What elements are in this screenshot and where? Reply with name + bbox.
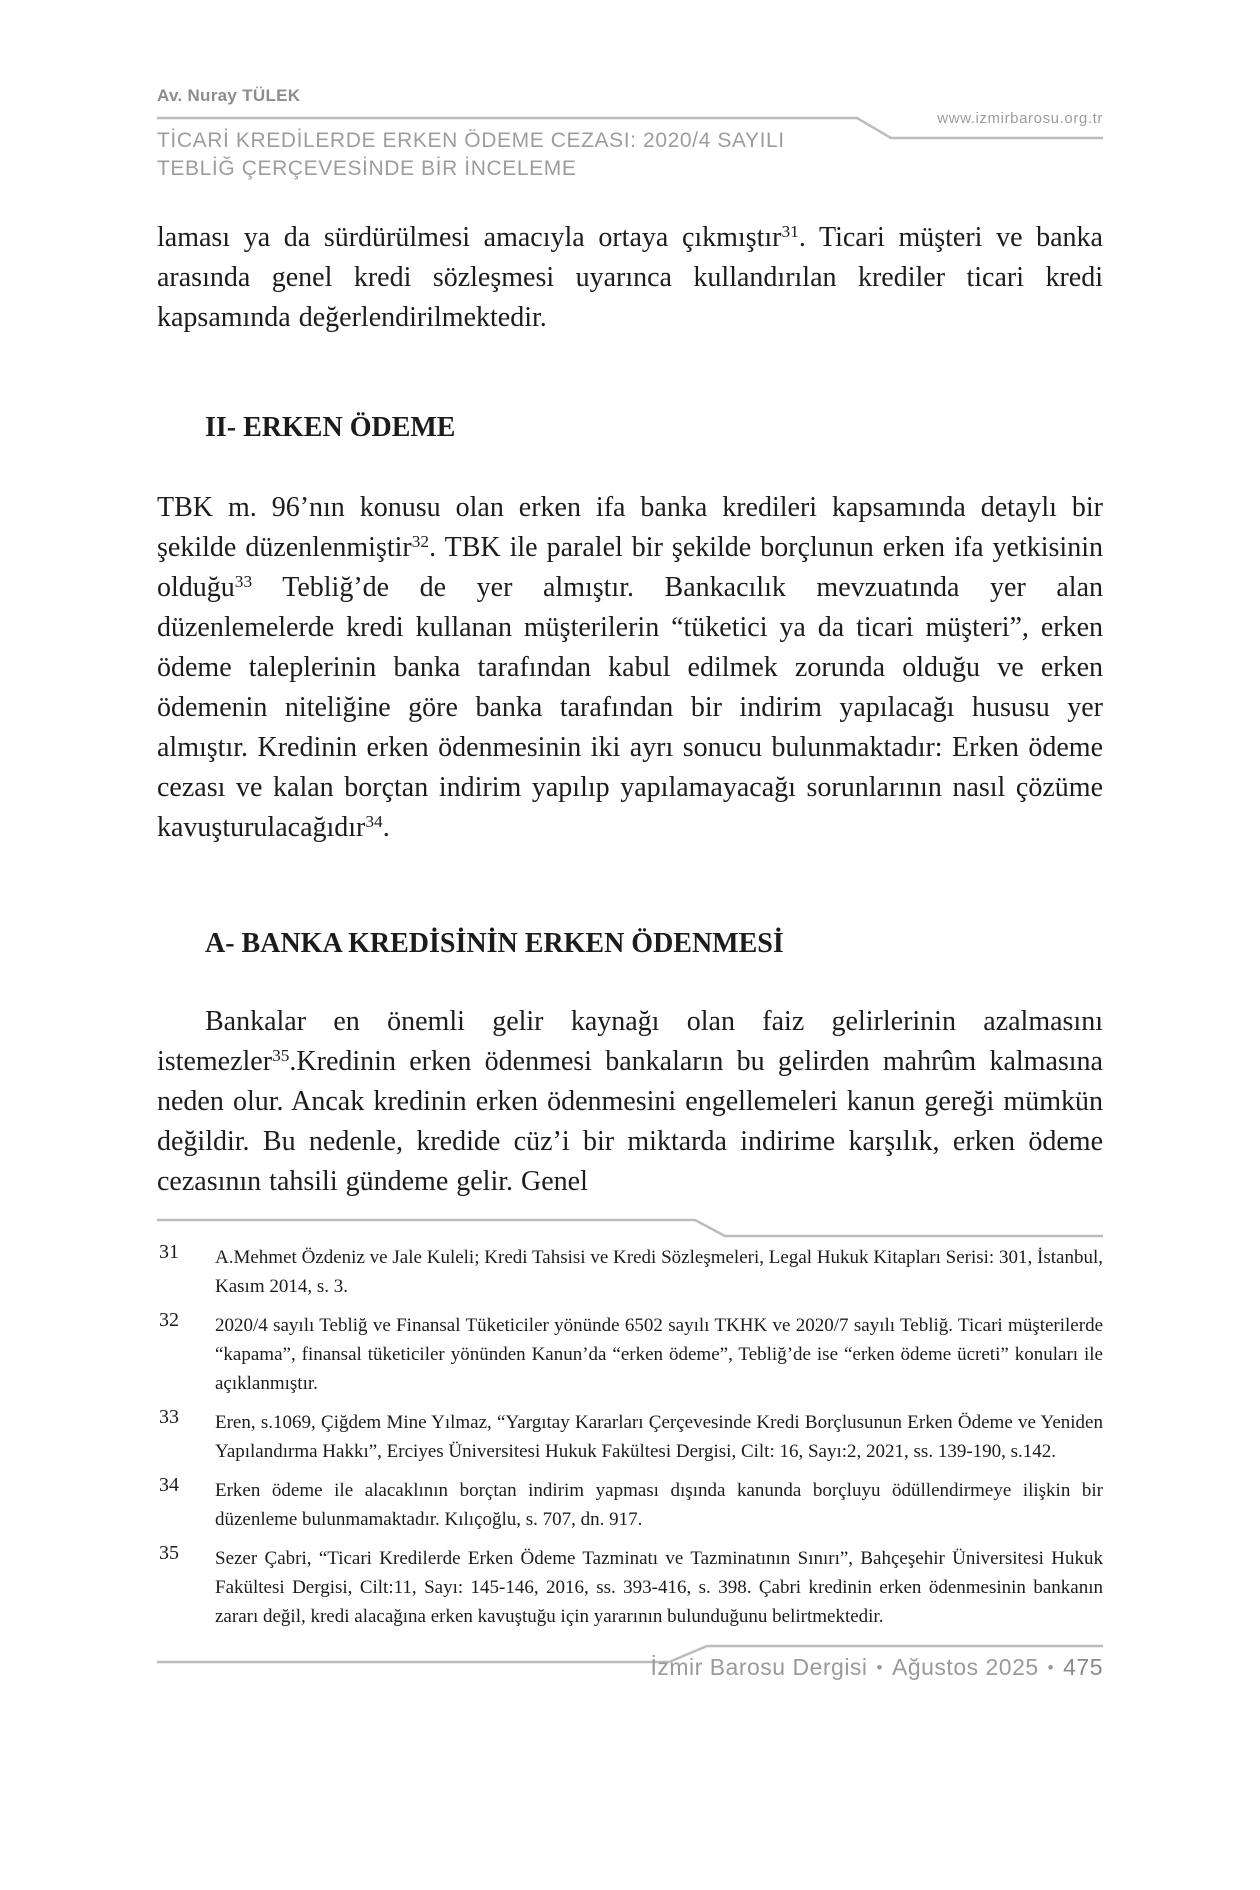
body-paragraph-3: Bankalar en önemli gelir kaynağı olan faiz gelirlerinin azalmasını istemezler$^{35}$.Kredinin erken ödenmesi bankaların bu gelirden mahrûm kalmasına neden olur. Ancak kredinin erken ödenmesini engellemeleri kanun gereği mümkün değildir. Bu nedenle, kredide cüz’i bir miktarda indirime karşılık, erken ödeme cezasının tahsili gündeme gelir. Genel — [157, 1006, 1103, 1197]
article-title-line2: TEBLİĞ ÇERÇEVESİNDE BİR İNCELEME — [157, 157, 577, 180]
website-url: www.izmirbarosu.org.tr — [937, 110, 1103, 127]
footnote-number: 34 — [159, 1474, 179, 1496]
body-paragraph-1: laması ya da sürdürülmesi amacıyla ortaya çıkmıştır$^{31}$. Ticari müşteri ve banka arasında genel kredi sözleşmesi uyarınca kullandırılan krediler ticari kredi kapsamında değerlendirilmektedir. — [157, 222, 1103, 333]
footnote-item — [157, 1408, 1103, 1466]
footnote-marker: 35 — [272, 1046, 290, 1066]
issue-date: Ağustos 2025 — [892, 1654, 1039, 1680]
footnote-number: 33 — [159, 1406, 179, 1428]
footnote-text: 2020/4 sayılı Tebliğ ve Finansal Tüketiciler yönünde 6502 sayılı TKHK ve 2020/7 sayılı Tebliğ. Ticari müşterilerde “kapama”, finansal tüketiciler yönünden Kanun’da “erken ödeme”, Tebliğ’de ise “erken ödeme ücreti” konuları ile açıklanmıştır. — [215, 1315, 1103, 1394]
page-footer — [651, 1654, 1104, 1681]
footer-separator-1: • — [876, 1658, 883, 1677]
journal-name: İzmir Barosu Dergisi — [650, 1654, 868, 1680]
page-number: 475 — [1063, 1654, 1103, 1680]
footnote-item — [157, 1476, 1103, 1534]
footnote-marker: 31 — [781, 222, 799, 242]
body-paragraph-2: TBK m. 96’nın konusu olan erken ifa banka kredileri kapsamında detaylı bir şekilde düzenlenmiştir$^{32}$. TBK ile paralel bir şekilde borçlunun erken ifa yetkisinin olduğu$^{33}$ Tebliğ’de de yer almıştır. Bankacılık mevzuatında yer alan düzenlemelerde kredi kullanan müşterilerin “tüketici ya da ticari müşteri”, erken ödeme taleplerinin banka tarafından kabul edilmek zorunda olduğu ve erken ödemenin niteliğine göre banka tarafından bir indirim yapılacağı hususu yer almıştır. Kredinin erken ödenmesinin iki ayrı sonucu bulunmaktadır: Erken ödeme cezası ve kalan borçtan indirim yapılıp yapılamayacağı sorunlarının nasıl çözüme kavuşturulacağıdır$^{34}$. — [157, 492, 1103, 843]
footnote-item — [157, 1544, 1103, 1631]
footnote-text: Eren, s.1069, Çiğdem Mine Yılmaz, “Yargıtay Kararları Çerçevesinde Kredi Borçlusunun Erken Ödeme ve Yeniden Yapılandırma Hakkı”, Erciyes Üniversitesi Hukuk Fakültesi Dergisi, Cilt: 16, Sayı:2, 2021, ss. 139-190, s.142. — [215, 1412, 1103, 1462]
footnotes-section — [157, 1243, 1103, 1641]
author-name: Av. Nuray TÜLEK — [157, 86, 301, 105]
footnote-item — [157, 1243, 1103, 1301]
footnote-text: Sezer Çabri, “Ticari Kredilerde Erken Ödeme Tazminatı ve Tazminatının Sınırı”, Bahçeşehir Üniversitesi Hukuk Fakültesi Dergisi, Cilt:11, Sayı: 145-146, 2016, ss. 393-416, s. 398. Çabri kredinin erken ödenmesinin bankanın zararı değil, kredi alacağına erken kavuştuğu için yararının bulunduğunu belirtmektedir. — [215, 1548, 1103, 1627]
article-title-line1: TİCARİ KREDİLERDE ERKEN ÖDEME CEZASI: 2020/4 SAYILI — [157, 129, 785, 152]
footer-separator-2: • — [1047, 1658, 1055, 1677]
footnote-marker: 33 — [234, 572, 253, 592]
subsection-heading-banka-kredisi: A- BANKA KREDİSİNİN ERKEN ÖDENMESİ — [205, 928, 784, 959]
footnote-marker: 34 — [365, 812, 383, 832]
section-heading-erken-odeme: II- ERKEN ÖDEME — [205, 412, 456, 443]
footnote-number: 35 — [159, 1542, 179, 1564]
footnote-text: Erken ödeme ile alacaklının borçtan indirim yapması dışında kanunda borçluyu ödüllendirmeye ilişkin bir düzenleme bulunmamaktadır. Kılıçoğlu, s. 707, dn. 917. — [215, 1480, 1103, 1530]
footnote-item — [157, 1311, 1103, 1398]
footnote-number: 31 — [159, 1241, 179, 1263]
footnote-separator-rule — [157, 1216, 1103, 1240]
footnote-text: A.Mehmet Özdeniz ve Jale Kuleli; Kredi Tahsisi ve Kredi Sözleşmeleri, Legal Hukuk Kitapları Serisi: 301, İstanbul, Kasım 2014, s. 3. — [215, 1247, 1103, 1297]
footnote-number: 32 — [159, 1309, 179, 1331]
article-title — [157, 127, 785, 183]
footnote-marker: 32 — [411, 532, 430, 552]
